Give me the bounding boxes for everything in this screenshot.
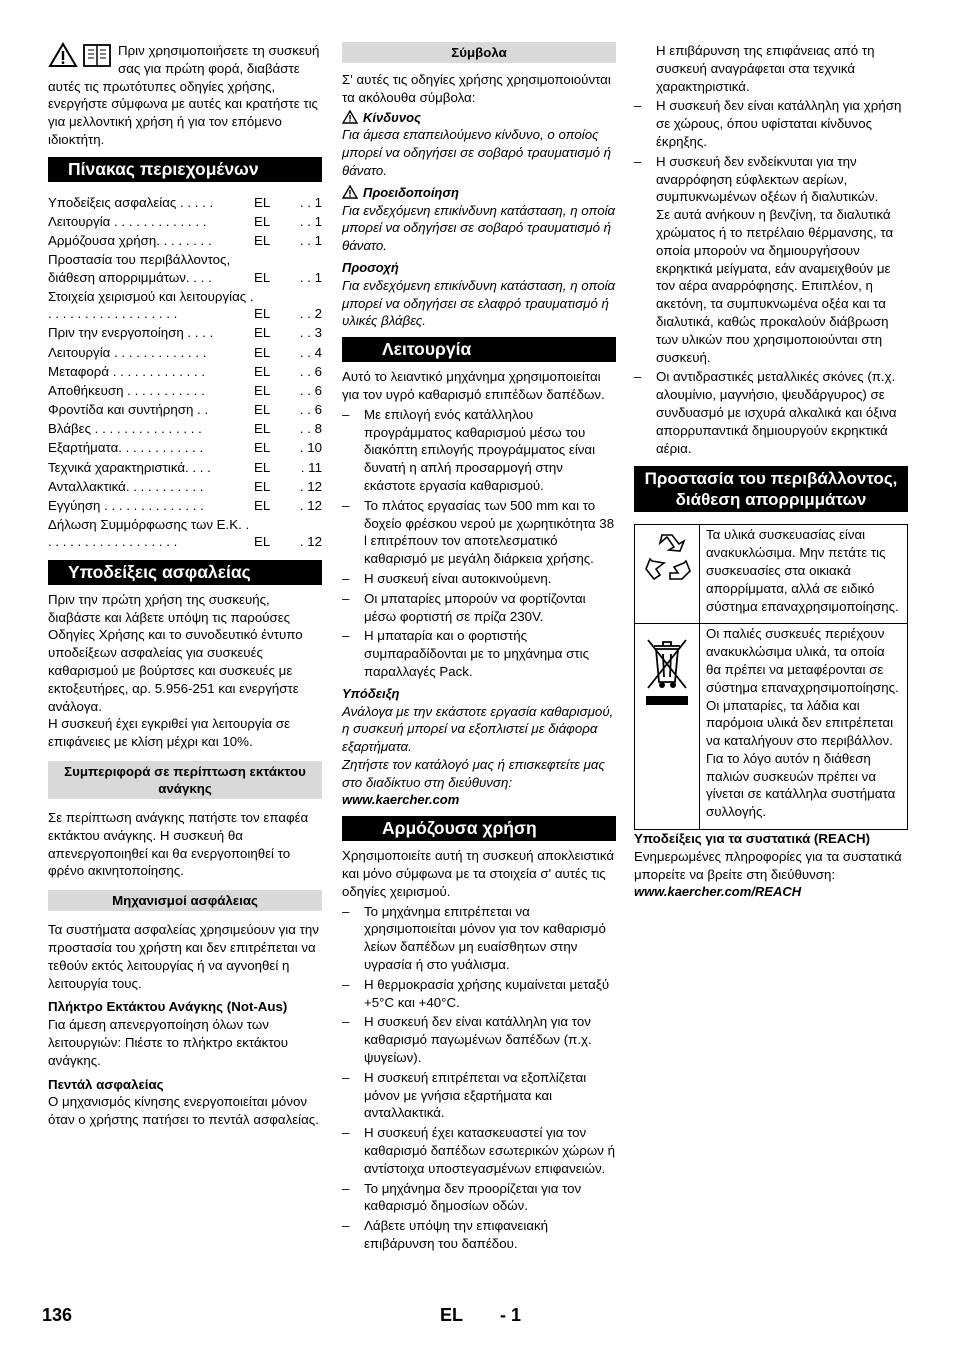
toc-entry-lang: EL [254, 440, 271, 456]
intended-use-heading: Αρμόζουσα χρήση [342, 816, 616, 841]
toc-entry-title: Εξαρτήματα. . . . . . . . . . . . [48, 440, 204, 456]
emergency-paragraph: Σε περίπτωση ανάγκης πατήστε τον επαφέα εκτάκτου ανάγκης. Η συσκευή θα απενεργοποιηθεί και θα ενεργοποιηθεί το φρένο ακινητοποίησης. [48, 809, 309, 879]
column-3 [634, 42, 908, 901]
safety-devices-paragraph: Τα συστήματα ασφαλείας χρησιμεύουν για την προστασία του χρήστη και δεν επιτρέπεται να τεθούν εκτός λειτουργίας ή να αγνοηθεί η λειτουργία τους. [48, 922, 319, 991]
toc-entry-page: . 12 [299, 534, 322, 550]
toc-entry-page: . . 8 [299, 421, 322, 437]
crossed-bin-icon [642, 634, 692, 710]
intro-icons [48, 42, 114, 68]
restrictions-list [634, 97, 908, 457]
hint-label: Υπόδειξη [342, 685, 400, 701]
danger-label-line [342, 109, 616, 127]
toc-entry-page: . . 1 [299, 269, 322, 285]
toc-entry-page: . . 6 [299, 363, 322, 379]
old-devices-text: Οι παλιές συσκευές περιέχουν ανακυκλώσιμα υλικά, τα οποία θα πρέπει να μεταφέρονται σε σύστημα επαναχρησιμοποίησης. Οι μπαταρίες, τα λάδια και παρόμοια υλικά δεν επιτρέπεται να καταλήγουν στο περιβάλλον. Για το λόγο αυτόν η διάθεση παλιών συσκευών πρέπει να γίνεται σε κατάλληλα συστήματα συλλογής. [700, 624, 908, 830]
toc-row[interactable] [48, 478, 322, 495]
toc-entry-lang: EL [254, 344, 271, 360]
toc-entry-lang: EL [254, 478, 271, 494]
manual-book-icon [82, 42, 112, 68]
toc-row[interactable] [48, 516, 322, 551]
list-item: – Η συσκευή δεν είναι κατάλληλη για τον καθαρισμό παγωμένων δαπέδων (π.χ. ψυγείων). [342, 1013, 616, 1066]
emergency-heading: Συμπεριφορά σε περίπτωση εκτάκτου ανάγκης [48, 761, 322, 799]
toc-entry-page: . . 6 [299, 382, 322, 398]
warning-warning-icon [342, 185, 358, 199]
safety-devices-heading: Μηχανισμοί ασφάλειας [48, 890, 322, 911]
toc-entry-lang: EL [254, 213, 271, 229]
toc-entry-title: Αρμόζουσα χρήση. . . . . . . . [48, 233, 212, 249]
toc-entry-page: . 10 [299, 440, 322, 456]
caution-label: Προσοχή [342, 259, 399, 275]
toc-row[interactable] [48, 420, 322, 437]
toc-entry-title: Υποδείξεις ασφαλείας . . . . . [48, 194, 214, 210]
toc-entry-lang: EL [254, 325, 271, 341]
toc-entry-page: . . 6 [299, 402, 322, 418]
toc-entry-title: Στοιχεία χειρισμού και λειτουργίας . . . . . . . . . . . . . . . . . . . [48, 288, 254, 322]
intro-text: Πριν χρησιμοποιήσετε τη συσκευή σας για πρώτη φορά, διαβάστε αυτές τις πρωτότυπες οδηγίες χρήσης, ενεργήστε σύμφωνα με αυτές και κρατήστε τις για μελλοντική χρήση ή για τον επόμενο ιδιοκτήτη. [48, 43, 320, 147]
recycle-cell [635, 525, 700, 624]
toc-row[interactable] [48, 251, 322, 286]
packaging-text: Τα υλικά συσκευασίας είναι ανακυκλώσιμα. Μην πετάτε τις συσκευασίες στα οικιακά απορρίμματα, αλλά σε ειδικό σύστημα επαναχρησιμοποίησης. [700, 525, 908, 624]
reach-text: Ενημερωμένες πληροφορίες για τα συστατικά μπορείτε να βρείτε στη διεύθυνση: [634, 848, 902, 882]
toc-entry-lang: EL [254, 382, 271, 398]
list-item-text: Η συσκευή δεν ενδείκνυται για την αναρρόφηση εύφλεκτων αερίων, συμπυκνωμένων οξέων ή διαλυτικών. [656, 153, 879, 205]
bin-cell [635, 624, 700, 830]
safety-paragraph-2: Η συσκευή έχει εγκριθεί για λειτουργία σε επιφάνειες με κλίση μέχρι και 10%. [48, 716, 291, 750]
caution-text: Για ενδεχόμενη επικίνδυνη κατάσταση, η οποία μπορεί να οδηγήσει σε ελαφρό τραυματισμό ή υλικές βλάβες. [342, 277, 616, 329]
section-page-text: - 1 [500, 1305, 522, 1325]
safety-pedal-heading: Πεντάλ ασφαλείας [48, 1076, 164, 1092]
toc-entry-title: Τεχνικά χαρακτηριστικά. . . . [48, 459, 211, 475]
toc-entry-lang: EL [254, 459, 271, 475]
toc-entry-page: . . 2 [299, 306, 322, 322]
toc-row[interactable] [48, 382, 322, 399]
toc-entry-page: . . 1 [299, 213, 322, 229]
symbols-heading: Σύμβολα [342, 42, 616, 63]
list-item: – Το μηχάνημα δεν προορίζεται για τον καθαρισμό δημοσίων οδών. [342, 1180, 616, 1216]
recycle-icon [642, 533, 692, 583]
toc-row[interactable] [48, 288, 322, 323]
toc-row[interactable] [48, 401, 322, 418]
intended-use-list [342, 903, 616, 1253]
toc-entry-page: . 12 [299, 498, 322, 513]
list-item: – Με επιλογή ενός κατάλληλου προγράμματος καθαρισμού μέσω του διακόπτη επιλογής προγράμματος είναι δυνατή η απλή προσαρμογή στην εκάστοτε εργασία καθαρισμού. [342, 406, 616, 495]
list-item-extra: Σε αυτά ανήκουν η βενζίνη, τα διαλυτικά χρώματος ή το πετρέλαιο θέρμανσης, τα οποία μπορούν να δημιουργήσουν εκρηκτικά μείγματα, εάν αναμειχθούν με τον αέρα αναρρόφησης. Επιπλέον, η ακετόνη, τα συμπυκνωμένα οξέα και τα διαλυτικά, καθώς προκαλούν διάβρωση των υλικών που χρησιμοποιούνται στη συσκευή. [656, 207, 894, 365]
danger-label: Κίνδυνος [363, 109, 421, 125]
list-item: – Η συσκευή είναι αυτοκινούμενη. [342, 570, 616, 588]
toc-entry-title: Ανταλλακτικά. . . . . . . . . . . [48, 478, 204, 494]
function-intro: Αυτό το λειαντικό μηχάνημα χρησιμοποιείται για τον υγρό καθαρισμό επιπέδων δαπέδων. [342, 369, 605, 402]
list-item: – Οι αντιδραστικές μεταλλικές σκόνες (π.χ. αλουμίνιο, μαγνήσιο, ψευδάργυρος) σε συνδυασμό με ισχυρά αλκαλικά και όξινα απορρυπαντικά δημιουργούν εκρηκτικά αέρια. [634, 368, 908, 457]
hint-text-2: Ζητήστε τον κατάλογό μας ή επισκεφτείτε μας στο διαδίκτυο στη διεύθυνση: [342, 756, 605, 790]
symbols-intro: Σ' αυτές τις οδηγίες χρήσης χρησιμοποιούνται τα ακόλουθα σύμβολα: [342, 72, 611, 105]
reach-url: www.kaercher.com/REACH [634, 884, 802, 900]
danger-text: Για άμεσα επαπειλούμενο κίνδυνο, ο οποίος μπορεί να οδηγήσει σε σοβαρό τραυματισμό ή θάνατο. [342, 127, 612, 178]
toc-entry-lang: EL [254, 233, 271, 249]
safety-pedal-paragraph: Ο μηχανισμός κίνησης ενεργοποιείται μόνον όταν ο χρήστης πατήσει το πεντάλ ασφαλείας. [48, 1094, 319, 1128]
toc-entry-lang: EL [254, 498, 271, 513]
toc-row[interactable] [48, 213, 322, 230]
intro-block [48, 42, 322, 149]
toc-row[interactable] [48, 497, 322, 514]
toc-row[interactable] [48, 324, 322, 341]
toc-row[interactable] [48, 363, 322, 380]
toc-entry-page: . 11 [300, 459, 322, 475]
list-item [634, 153, 908, 367]
toc-row[interactable] [48, 459, 322, 476]
emergency-stop-heading: Πλήκτρο Εκτάκτου Ανάγκης (Not-Aus) [48, 999, 288, 1015]
toc-entry-title: Μεταφορά . . . . . . . . . . . . . [48, 363, 206, 379]
toc-entry-page: . . 4 [299, 344, 322, 360]
toc-entry-title: Αποθήκευση . . . . . . . . . . . [48, 382, 205, 398]
environment-table [634, 524, 908, 830]
safety-heading: Υποδείξεις ασφαλείας [48, 560, 322, 585]
toc-entry-title: Λειτουργία . . . . . . . . . . . . . [48, 344, 207, 360]
list-item: – Οι μπαταρίες μπορούν να φορτίζονται μέσω φορτιστή σε πρίζα 230V. [342, 590, 616, 626]
toc-entry-lang: EL [254, 421, 271, 437]
toc-entry-page: . 12 [299, 478, 322, 494]
warning-triangle-icon [48, 42, 78, 68]
list-item: – Η συσκευή δεν είναι κατάλληλη για χρήση σε χώρους, όπου υφίσταται κίνδυνος έκρηξης. [634, 97, 908, 150]
toc-entry-lang: EL [254, 306, 271, 322]
list-item: – Η θερμοκρασία χρήσης κυμαίνεται μεταξύ +5°C και +40°C. [342, 976, 616, 1012]
warning-text: Για ενδεχόμενη επικίνδυνη κατάσταση, η οποία μπορεί να οδηγήσει σε σοβαρό τραυματισμό ή θάνατο. [342, 202, 616, 254]
table-row [635, 624, 908, 830]
list-item: – Λάβετε υπόψη την επιφανειακή επιβάρυνση του δαπέδου. [342, 1217, 616, 1253]
toc-entry-lang: EL [254, 402, 271, 418]
emergency-stop-paragraph: Για άμεση απενεργοποίηση όλων των λειτουργιών: Πιέστε το πλήκτρο εκτάκτου ανάγκης. [48, 1017, 289, 1068]
language-code: EL [440, 1305, 464, 1325]
danger-warning-icon [342, 110, 358, 124]
reach-heading: Υποδείξεις για τα συστατικά (REACH) [634, 831, 871, 847]
section-page [500, 1305, 521, 1326]
list-item: – Η μπαταρία και ο φορτιστής συμπαραδίδονται με το μηχάνημα στις παραλλαγές Pack. [342, 627, 616, 680]
toc-entry-lang: EL [254, 363, 271, 379]
column-1 [48, 42, 322, 1129]
intended-use-intro: Χρησιμοποιείτε αυτή τη συσκευή αποκλειστικά και μόνο σύμφωνα με τα στοιχεία σ' αυτές τις οδηγίες χειρισμού. [342, 848, 615, 899]
toc-row[interactable] [48, 344, 322, 361]
column-2 [342, 42, 616, 1253]
warning-label-line [342, 184, 616, 202]
toc-entry-title: Λειτουργία . . . . . . . . . . . . . [48, 213, 207, 229]
toc-entry-lang: EL [254, 534, 271, 550]
toc-entry-page: . . 1 [299, 233, 322, 249]
toc-entry-title: Εγγύηση . . . . . . . . . . . . . . [48, 498, 204, 513]
toc-entry-title: Βλάβες . . . . . . . . . . . . . . . [48, 421, 202, 437]
warning-label: Προειδοποίηση [363, 184, 459, 200]
toc-row[interactable] [48, 232, 322, 249]
continued-text: Η επιβάρυνση της επιφάνειας από τη συσκευή αναγράφεται στα τεχνικά χαρακτηριστικά. [656, 43, 875, 94]
toc-row[interactable] [48, 439, 322, 456]
toc-entry-lang: EL [254, 269, 271, 285]
toc-heading: Πίνακας περιεχομένων [48, 157, 322, 182]
toc-entry-title: Φροντίδα και συντήρηση . . [48, 402, 209, 418]
kaercher-url: www.kaercher.com [342, 792, 460, 808]
table-of-contents [48, 194, 322, 551]
list-item: – Το πλάτος εργασίας των 500 mm και το δοχείο φρέσκου νερού με χωρητικότητα 38 l επιτρέπουν τον αποτελεσματικό καθαρισμό με μεγάλη διάρκεια χρήσης. [342, 497, 616, 568]
toc-entry-page: . . 1 [299, 194, 322, 210]
toc-row[interactable] [48, 194, 322, 211]
function-list [342, 406, 616, 681]
list-item: – Η συσκευή επιτρέπεται να εξοπλίζεται μόνον με γνήσια εξαρτήματα και ανταλλακτικά. [342, 1069, 616, 1122]
function-heading: Λειτουργία [342, 337, 616, 362]
table-row [635, 525, 908, 624]
toc-entry-title: Δήλωση Συμμόρφωσης των Ε.Κ. . . . . . . . . . . . . . . . . . . . [48, 517, 250, 550]
toc-entry-title: Προστασία του περιβάλλοντος, διάθεση απορριμμάτων. . . . [48, 252, 231, 285]
toc-entry-lang: EL [254, 194, 271, 210]
list-item: – Το μηχάνημα επιτρέπεται να χρησιμοποιείται μόνον για τον καθαρισμό λείων δαπέδων μη ευαίσθητων στην υγρασία ή στο γυάλισμα. [342, 903, 616, 974]
toc-entry-page: . . 3 [299, 325, 322, 341]
environment-heading: Προστασία του περιβάλλοντος, διάθεση απορριμμάτων [634, 466, 908, 512]
page-number: 136 [42, 1305, 73, 1325]
hint-text: Ανάλογα με την εκάστοτε εργασία καθαρισμού, η συσκευή μπορεί να εξοπλιστεί με διάφορα εξαρτήματα. [342, 703, 614, 755]
list-item: – Η συσκευή έχει κατασκευαστεί για τον καθαρισμό δαπέδων εσωτερικών χώρων ή αντίστοιχα υποστεγασμένων επιφανειών. [342, 1124, 616, 1177]
toc-entry-title: Πριν την ενεργοποίηση . . . . [48, 325, 214, 341]
safety-paragraph-1: Πριν την πρώτη χρήση της συσκευής, διαβάστε και λάβετε υπόψη τις παρούσες Οδηγίες Χρήσης και το συνοδευτικό έντυπο υποδείξεων ασφαλείας για συσκευές καθαρισμού με βούρτσες και συσκευές με εκτοξευτήρες, αρ. 5.956-251 και ενεργήστε ανάλογα. [48, 591, 303, 714]
